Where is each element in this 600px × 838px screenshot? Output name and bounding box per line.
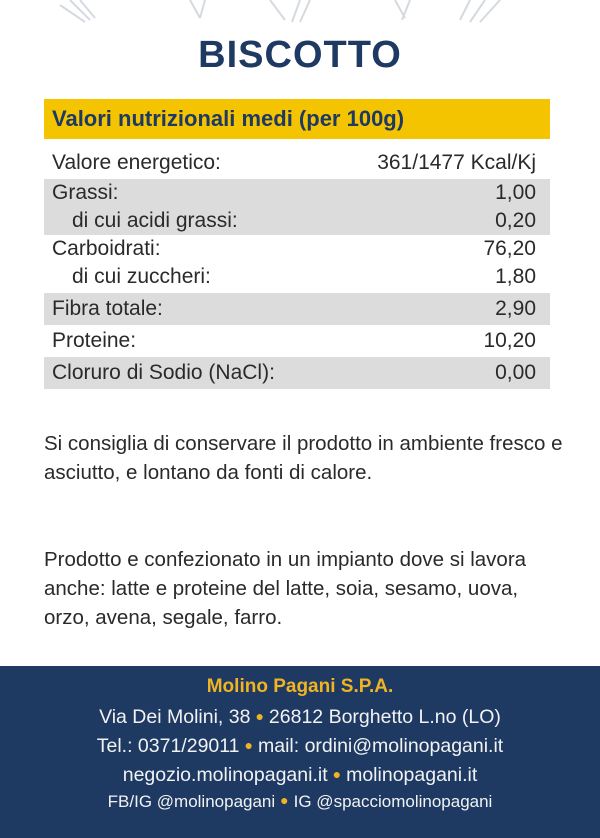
- email-link[interactable]: mail: ordini@molinopagani.it: [257, 735, 504, 757]
- nutrition-value: 2,90: [495, 297, 536, 320]
- social-handle[interactable]: IG @spacciomolinopagani: [293, 792, 493, 811]
- footer: [0, 666, 600, 838]
- nutrition-value: 361/1477 Kcal/Kj: [377, 151, 536, 174]
- nutrition-label: di cui zuccheri:: [72, 265, 211, 288]
- nutrition-table: [44, 147, 550, 389]
- nutrition-label: Fibra totale:: [52, 297, 163, 320]
- nutrition-row: [44, 235, 550, 263]
- nutrition-label: Cloruro di Sodio (NaCl):: [52, 361, 275, 384]
- phone: Tel.: 0371/29011: [96, 735, 240, 757]
- nutrition-row: [44, 207, 550, 235]
- nutrition-value: 76,20: [483, 237, 536, 260]
- nutrition-group-fats: [44, 179, 550, 235]
- contact-line: [0, 735, 600, 758]
- product-title: BISCOTTO: [198, 34, 402, 76]
- nutrition-label: di cui acidi grassi:: [72, 209, 238, 232]
- site-link[interactable]: molinopagani.it: [346, 764, 478, 786]
- nutrition-row: [44, 325, 550, 357]
- shop-link[interactable]: negozio.molinopagani.it: [122, 764, 328, 786]
- nutrition-header: Valori nutrizionali medi (per 100g): [44, 99, 550, 139]
- bullet-icon: ●: [255, 708, 264, 724]
- nutrition-group-energy: [44, 147, 550, 179]
- bullet-icon: ●: [280, 792, 289, 808]
- nutrition-value: 1,00: [495, 181, 536, 204]
- social-handle[interactable]: FB/IG @molinopagani: [107, 792, 276, 811]
- city: 26812 Borghetto L.no (LO): [268, 706, 501, 728]
- social-line: [0, 792, 600, 812]
- allergen-note: Prodotto e confezionato in un impianto dove si lavora anche: latte e proteine del latte, soia, sesamo, uova, orzo, avena, segale, farro.: [44, 548, 527, 629]
- address: Via Dei Molini, 38: [99, 706, 251, 728]
- bullet-icon: ●: [332, 766, 342, 782]
- web-line: [0, 764, 600, 787]
- nutrition-group-fiber: [44, 293, 550, 325]
- nutrition-group-protein: [44, 325, 550, 357]
- nutrition-label: Carboidrati:: [52, 237, 161, 260]
- nutrition-row: [44, 179, 550, 207]
- nutrition-row: [44, 293, 550, 325]
- nutrition-group-salt: [44, 357, 550, 389]
- nutrition-label: Valore energetico:: [52, 151, 221, 174]
- nutrition-value: 0,20: [495, 209, 536, 232]
- nutrition-value: 10,20: [483, 329, 536, 352]
- address-line: [0, 706, 600, 729]
- bullet-icon: ●: [244, 737, 253, 753]
- nutrition-group-carbs: [44, 235, 550, 291]
- storage-note: Si consiglia di conservare il prodotto in ambiente fresco e asciutto, e lontano da fonti di calore.: [44, 432, 563, 484]
- nutrition-row: [44, 263, 550, 291]
- wheat-decoration-icon: [0, 0, 600, 30]
- company-name: Molino Pagani S.P.A.: [206, 676, 394, 697]
- nutrition-row: [44, 357, 550, 389]
- nutrition-label: Grassi:: [52, 181, 119, 204]
- nutrition-row: [44, 147, 550, 179]
- nutrition-label: Proteine:: [52, 329, 137, 352]
- nutrition-value: 1,80: [495, 265, 536, 288]
- nutrition-value: 0,00: [495, 361, 536, 384]
